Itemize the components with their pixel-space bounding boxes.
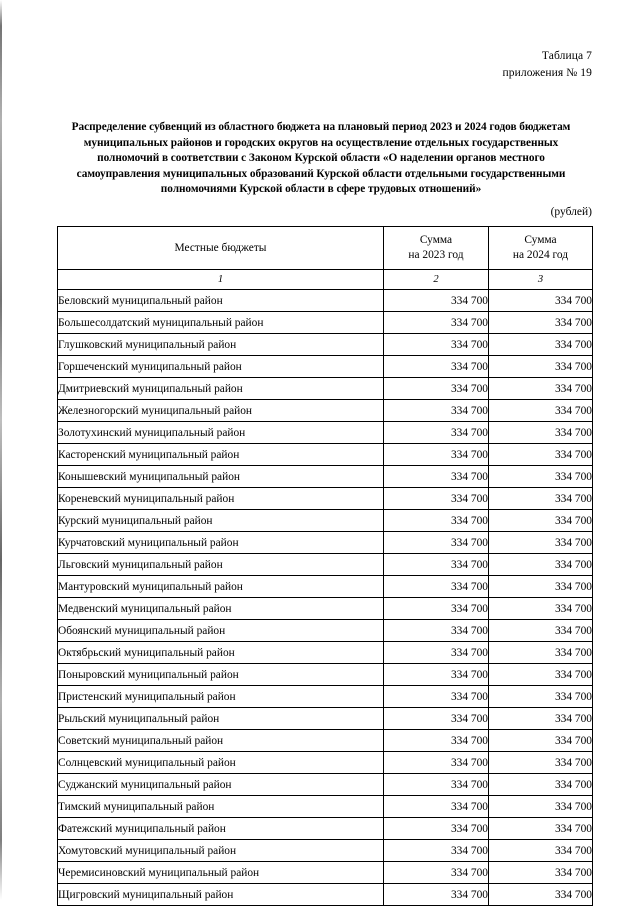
table-row: [58, 532, 593, 554]
cell-sum-2024: 334 700: [489, 510, 593, 532]
table-row: [58, 796, 593, 818]
cell-municipality-name: Черемисиновский муниципальный район: [58, 862, 384, 884]
cell-sum-2023: 334 700: [384, 730, 489, 752]
cell-sum-2024: 334 700: [489, 686, 593, 708]
cell-municipality-name: Льговский муниципальный район: [58, 554, 384, 576]
cell-municipality-name: Щигровский муниципальный район: [58, 884, 384, 906]
table-row: [58, 466, 593, 488]
column-header-sum-2024: [489, 227, 593, 270]
table-row: [58, 818, 593, 840]
cell-sum-2024: 334 700: [489, 818, 593, 840]
cell-municipality-name: Дмитриевский муниципальный район: [58, 378, 384, 400]
cell-municipality-name: Медвенский муниципальный район: [58, 598, 384, 620]
document-caption: [503, 48, 592, 82]
page-title-line-2: муниципальных районов и городских округов на осуществление отдельных государственных: [83, 136, 559, 149]
cell-municipality-name: Мантуровский муниципальный район: [58, 576, 384, 598]
page-title: [56, 120, 586, 198]
cell-sum-2023: 334 700: [384, 488, 489, 510]
column-header-sum-2024-line-2: на 2024 год: [512, 249, 569, 261]
table-row: [58, 400, 593, 422]
cell-municipality-name: Касторенский муниципальный район: [58, 444, 384, 466]
column-header-sum-2024-line-1: Сумма: [524, 234, 557, 246]
subventions-table: [57, 226, 593, 906]
cell-municipality-name: Конышевский муниципальный район: [58, 466, 384, 488]
cell-sum-2024: 334 700: [489, 774, 593, 796]
cell-municipality-name: Курский муниципальный район: [58, 510, 384, 532]
cell-municipality-name: Суджанский муниципальный район: [58, 774, 384, 796]
cell-sum-2023: 334 700: [384, 752, 489, 774]
cell-sum-2024: 334 700: [489, 378, 593, 400]
cell-sum-2024: 334 700: [489, 708, 593, 730]
table-row: [58, 642, 593, 664]
table-row: [58, 884, 593, 906]
column-header-sum-2023-line-1: Сумма: [419, 234, 453, 246]
cell-municipality-name: Октябрьский муниципальный район: [58, 642, 384, 664]
cell-sum-2024: 334 700: [489, 554, 593, 576]
cell-municipality-name: Кореневский муниципальный район: [58, 488, 384, 510]
table-row: [58, 444, 593, 466]
cell-municipality-name: Советский муниципальный район: [58, 730, 384, 752]
cell-municipality-name: Обоянский муниципальный район: [58, 620, 384, 642]
column-number-1: 1: [58, 270, 384, 290]
table-row: [58, 312, 593, 334]
cell-sum-2024: 334 700: [489, 840, 593, 862]
table-row: [58, 840, 593, 862]
cell-sum-2024: 334 700: [489, 862, 593, 884]
cell-municipality-name: Поныровский муниципальный район: [58, 664, 384, 686]
cell-sum-2024: 334 700: [489, 532, 593, 554]
cell-municipality-name: Золотухинский муниципальный район: [58, 422, 384, 444]
table-row: [58, 510, 593, 532]
cell-sum-2024: 334 700: [489, 312, 593, 334]
cell-sum-2024: 334 700: [489, 488, 593, 510]
column-header-local-budgets: [58, 227, 384, 270]
cell-municipality-name: Хомутовский муниципальный район: [58, 840, 384, 862]
cell-municipality-name: Горшеченский муниципальный район: [58, 356, 384, 378]
cell-sum-2024: 334 700: [489, 576, 593, 598]
table-row: [58, 774, 593, 796]
cell-municipality-name: Солнцевский муниципальный район: [58, 752, 384, 774]
column-header-sum-2023: [384, 227, 489, 270]
cell-sum-2023: 334 700: [384, 884, 489, 906]
cell-sum-2023: 334 700: [384, 664, 489, 686]
cell-sum-2023: 334 700: [384, 444, 489, 466]
table-row: [58, 598, 593, 620]
cell-sum-2023: 334 700: [384, 576, 489, 598]
table-row: [58, 422, 593, 444]
table-row: [58, 686, 593, 708]
cell-sum-2023: 334 700: [384, 642, 489, 664]
cell-sum-2024: 334 700: [489, 664, 593, 686]
table-row: [58, 378, 593, 400]
cell-sum-2024: 334 700: [489, 598, 593, 620]
table-row: [58, 334, 593, 356]
cell-sum-2024: 334 700: [489, 884, 593, 906]
cell-sum-2024: 334 700: [489, 356, 593, 378]
table-row: [58, 290, 593, 312]
cell-sum-2023: 334 700: [384, 598, 489, 620]
table-row: [58, 620, 593, 642]
cell-municipality-name: Глушковский муниципальный район: [58, 334, 384, 356]
table-column-number-row: [58, 270, 593, 290]
table-body: [58, 290, 593, 906]
page-title-line-3: полномочий в соответствии с Законом Курской области «О наделении органов местного: [97, 152, 545, 165]
cell-municipality-name: Железногорский муниципальный район: [58, 400, 384, 422]
cell-sum-2023: 334 700: [384, 862, 489, 884]
cell-sum-2024: 334 700: [489, 400, 593, 422]
cell-sum-2024: 334 700: [489, 752, 593, 774]
cell-municipality-name: Тимский муниципальный район: [58, 796, 384, 818]
cell-sum-2023: 334 700: [384, 510, 489, 532]
column-header-sum-2023-line-2: на 2023 год: [408, 249, 464, 261]
table-row: [58, 488, 593, 510]
column-header-local-budgets-label: Местные бюджеты: [174, 241, 267, 254]
column-number-2: 2: [384, 270, 489, 290]
cell-sum-2023: 334 700: [384, 466, 489, 488]
cell-municipality-name: Беловский муниципальный район: [58, 290, 384, 312]
cell-sum-2023: 334 700: [384, 554, 489, 576]
cell-sum-2023: 334 700: [384, 422, 489, 444]
table-row: [58, 708, 593, 730]
caption-table-number: Таблица 7: [541, 50, 592, 62]
page-title-line-5: полномочиями Курской области в сфере трудовых отношений»: [160, 183, 482, 196]
table-row: [58, 554, 593, 576]
subventions-table-container: [57, 226, 592, 906]
cell-sum-2023: 334 700: [384, 378, 489, 400]
table-row: [58, 730, 593, 752]
cell-sum-2024: 334 700: [489, 620, 593, 642]
cell-sum-2023: 334 700: [384, 708, 489, 730]
cell-sum-2023: 334 700: [384, 774, 489, 796]
cell-sum-2024: 334 700: [489, 466, 593, 488]
cell-municipality-name: Фатежский муниципальный район: [58, 818, 384, 840]
table-header-row: [58, 227, 593, 270]
cell-sum-2023: 334 700: [384, 290, 489, 312]
cell-sum-2023: 334 700: [384, 818, 489, 840]
table-row: [58, 576, 593, 598]
caption-appendix-number: приложения № 19: [502, 67, 592, 79]
table-row: [58, 356, 593, 378]
cell-sum-2023: 334 700: [384, 356, 489, 378]
cell-sum-2023: 334 700: [384, 334, 489, 356]
cell-sum-2023: 334 700: [384, 620, 489, 642]
currency-units-note: (рублей): [550, 206, 592, 218]
cell-sum-2023: 334 700: [384, 532, 489, 554]
table-row: [58, 664, 593, 686]
cell-sum-2024: 334 700: [489, 444, 593, 466]
cell-municipality-name: Курчатовский муниципальный район: [58, 532, 384, 554]
cell-sum-2023: 334 700: [384, 400, 489, 422]
cell-sum-2023: 334 700: [384, 840, 489, 862]
cell-municipality-name: Рыльский муниципальный район: [58, 708, 384, 730]
cell-sum-2024: 334 700: [489, 642, 593, 664]
table-row: [58, 862, 593, 884]
column-number-3: 3: [489, 270, 593, 290]
cell-sum-2024: 334 700: [489, 422, 593, 444]
cell-sum-2023: 334 700: [384, 796, 489, 818]
cell-sum-2024: 334 700: [489, 290, 593, 312]
cell-municipality-name: Большесолдатский муниципальный район: [58, 312, 384, 334]
page-title-line-4: самоуправления муниципальных образований Курской области отдельными государственными: [76, 167, 566, 180]
cell-sum-2024: 334 700: [489, 796, 593, 818]
table-row: [58, 752, 593, 774]
cell-municipality-name: Пристенский муниципальный район: [58, 686, 384, 708]
cell-sum-2024: 334 700: [489, 334, 593, 356]
cell-sum-2023: 334 700: [384, 312, 489, 334]
cell-sum-2023: 334 700: [384, 686, 489, 708]
table-header: [58, 227, 593, 290]
cell-sum-2024: 334 700: [489, 730, 593, 752]
page-title-line-1: Распределение субвенций из областного бюджета на плановый период 2023 и 2024 годов бюджетам: [71, 121, 571, 133]
